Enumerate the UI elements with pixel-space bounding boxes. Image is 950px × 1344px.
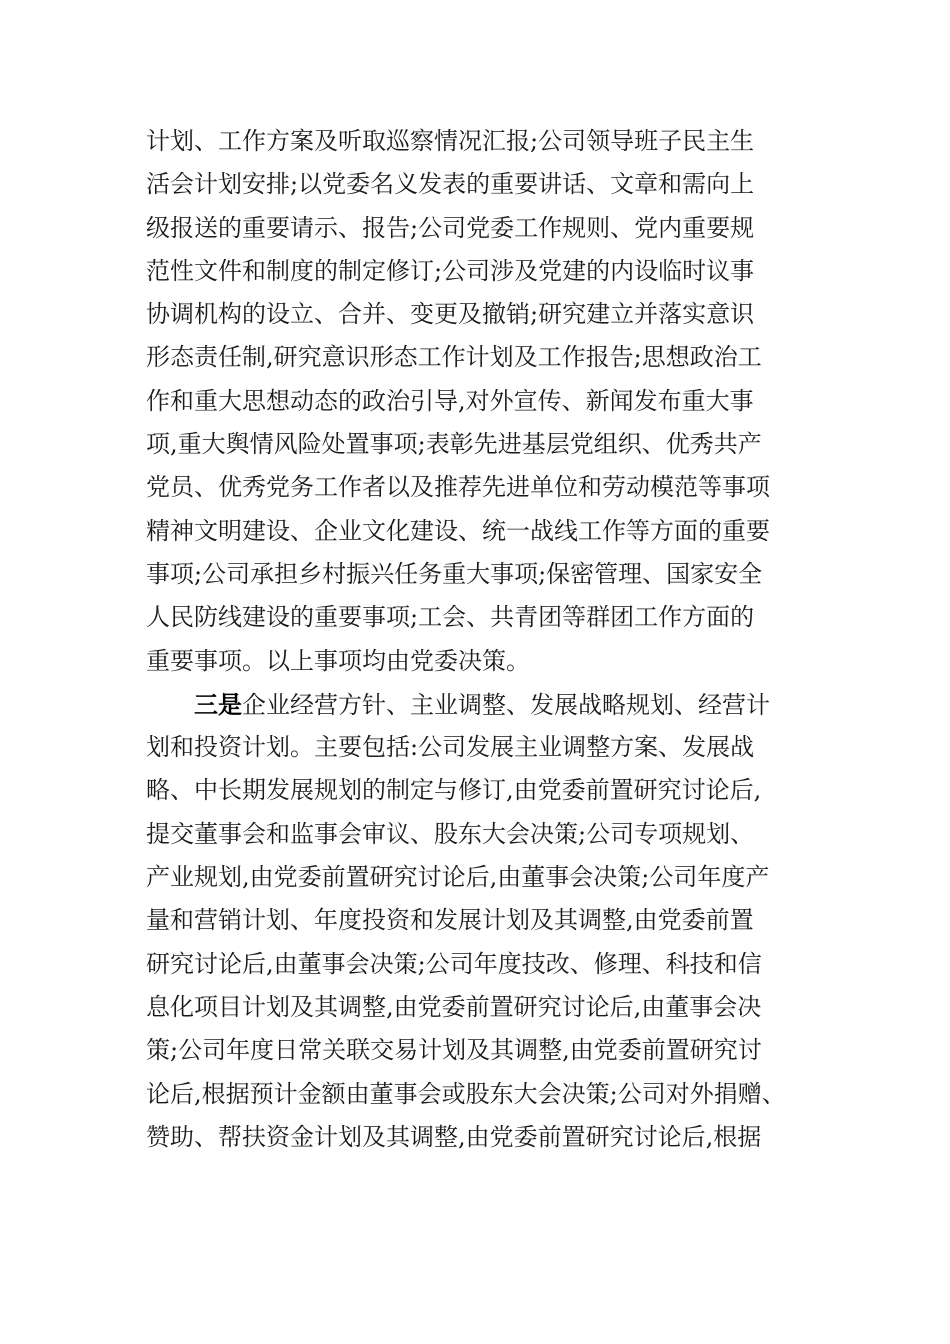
text-line: 党员、优秀党务工作者以及推荐先进单位和劳动模范等事项 [146,473,770,502]
section-3-first-line [146,683,816,726]
text-line: 活会计划安排;以党委名义发表的重要讲话、文章和需向上 [146,170,755,199]
body-text [146,120,816,1159]
text-line: 息化项目计划及其调整,由党委前置研究讨论后,由董事会决 [146,992,762,1021]
text-line: 人民防线建设的重要事项;工会、共青团等群团工作方面的 [146,603,755,632]
text-line: 论后,根据预计金额由董事会或股东大会决策;公司对外捐赠、 [146,1079,786,1108]
section-3-first-line-text: 企业经营方针、主业调整、发展战略规划、经营计 [242,690,770,719]
text-line: 事项;公司承担乡村振兴任务重大事项;保密管理、国家安全 [146,559,763,588]
text-line: 划和投资计划。主要包括:公司发展主业调整方案、发展战 [146,733,755,762]
text-line: 提交董事会和监事会审议、股东大会决策;公司专项规划、 [146,819,755,848]
text-line: 级报送的重要请示、报告;公司党委工作规则、党内重要规 [146,213,755,242]
text-line: 协调机构的设立、合并、变更及撤销;研究建立并落实意识 [146,300,755,329]
text-line: 作和重大思想动态的政治引导,对外宣传、新闻发布重大事 [146,386,754,415]
text-line: 项,重大舆情风险处置事项;表彰先进基层党组织、优秀共产 [146,430,762,459]
text-line: 略、中长期发展规划的制定与修订,由党委前置研究讨论后, [146,776,762,805]
text-line: 量和营销计划、年度投资和发展计划及其调整,由党委前置 [146,906,754,935]
text-line: 研究讨论后,由董事会决策;公司年度技改、修理、科技和信 [146,949,762,978]
text-line: 精神文明建设、企业文化建设、统一战线工作等方面的重要 [146,516,770,545]
text-line: 范性文件和制度的制定修订;公司涉及党建的内设临时议事 [146,256,755,285]
text-line: 策;公司年度日常关联交易计划及其调整,由党委前置研究讨 [146,1036,762,1065]
section-3-lead: 三是 [194,689,242,719]
text-line: 产业规划,由党委前置研究讨论后,由董事会决策;公司年度产 [146,863,770,892]
text-line: 形态责任制,研究意识形态工作计划及工作报告;思想政治工 [146,343,762,372]
text-line: 赞助、帮扶资金计划及其调整,由党委前置研究讨论后,根据 [146,1122,762,1151]
text-line: 重要事项。以上事项均由党委决策。 [146,646,530,675]
text-line: 计划、工作方案及听取巡察情况汇报;公司领导班子民主生 [146,127,755,155]
